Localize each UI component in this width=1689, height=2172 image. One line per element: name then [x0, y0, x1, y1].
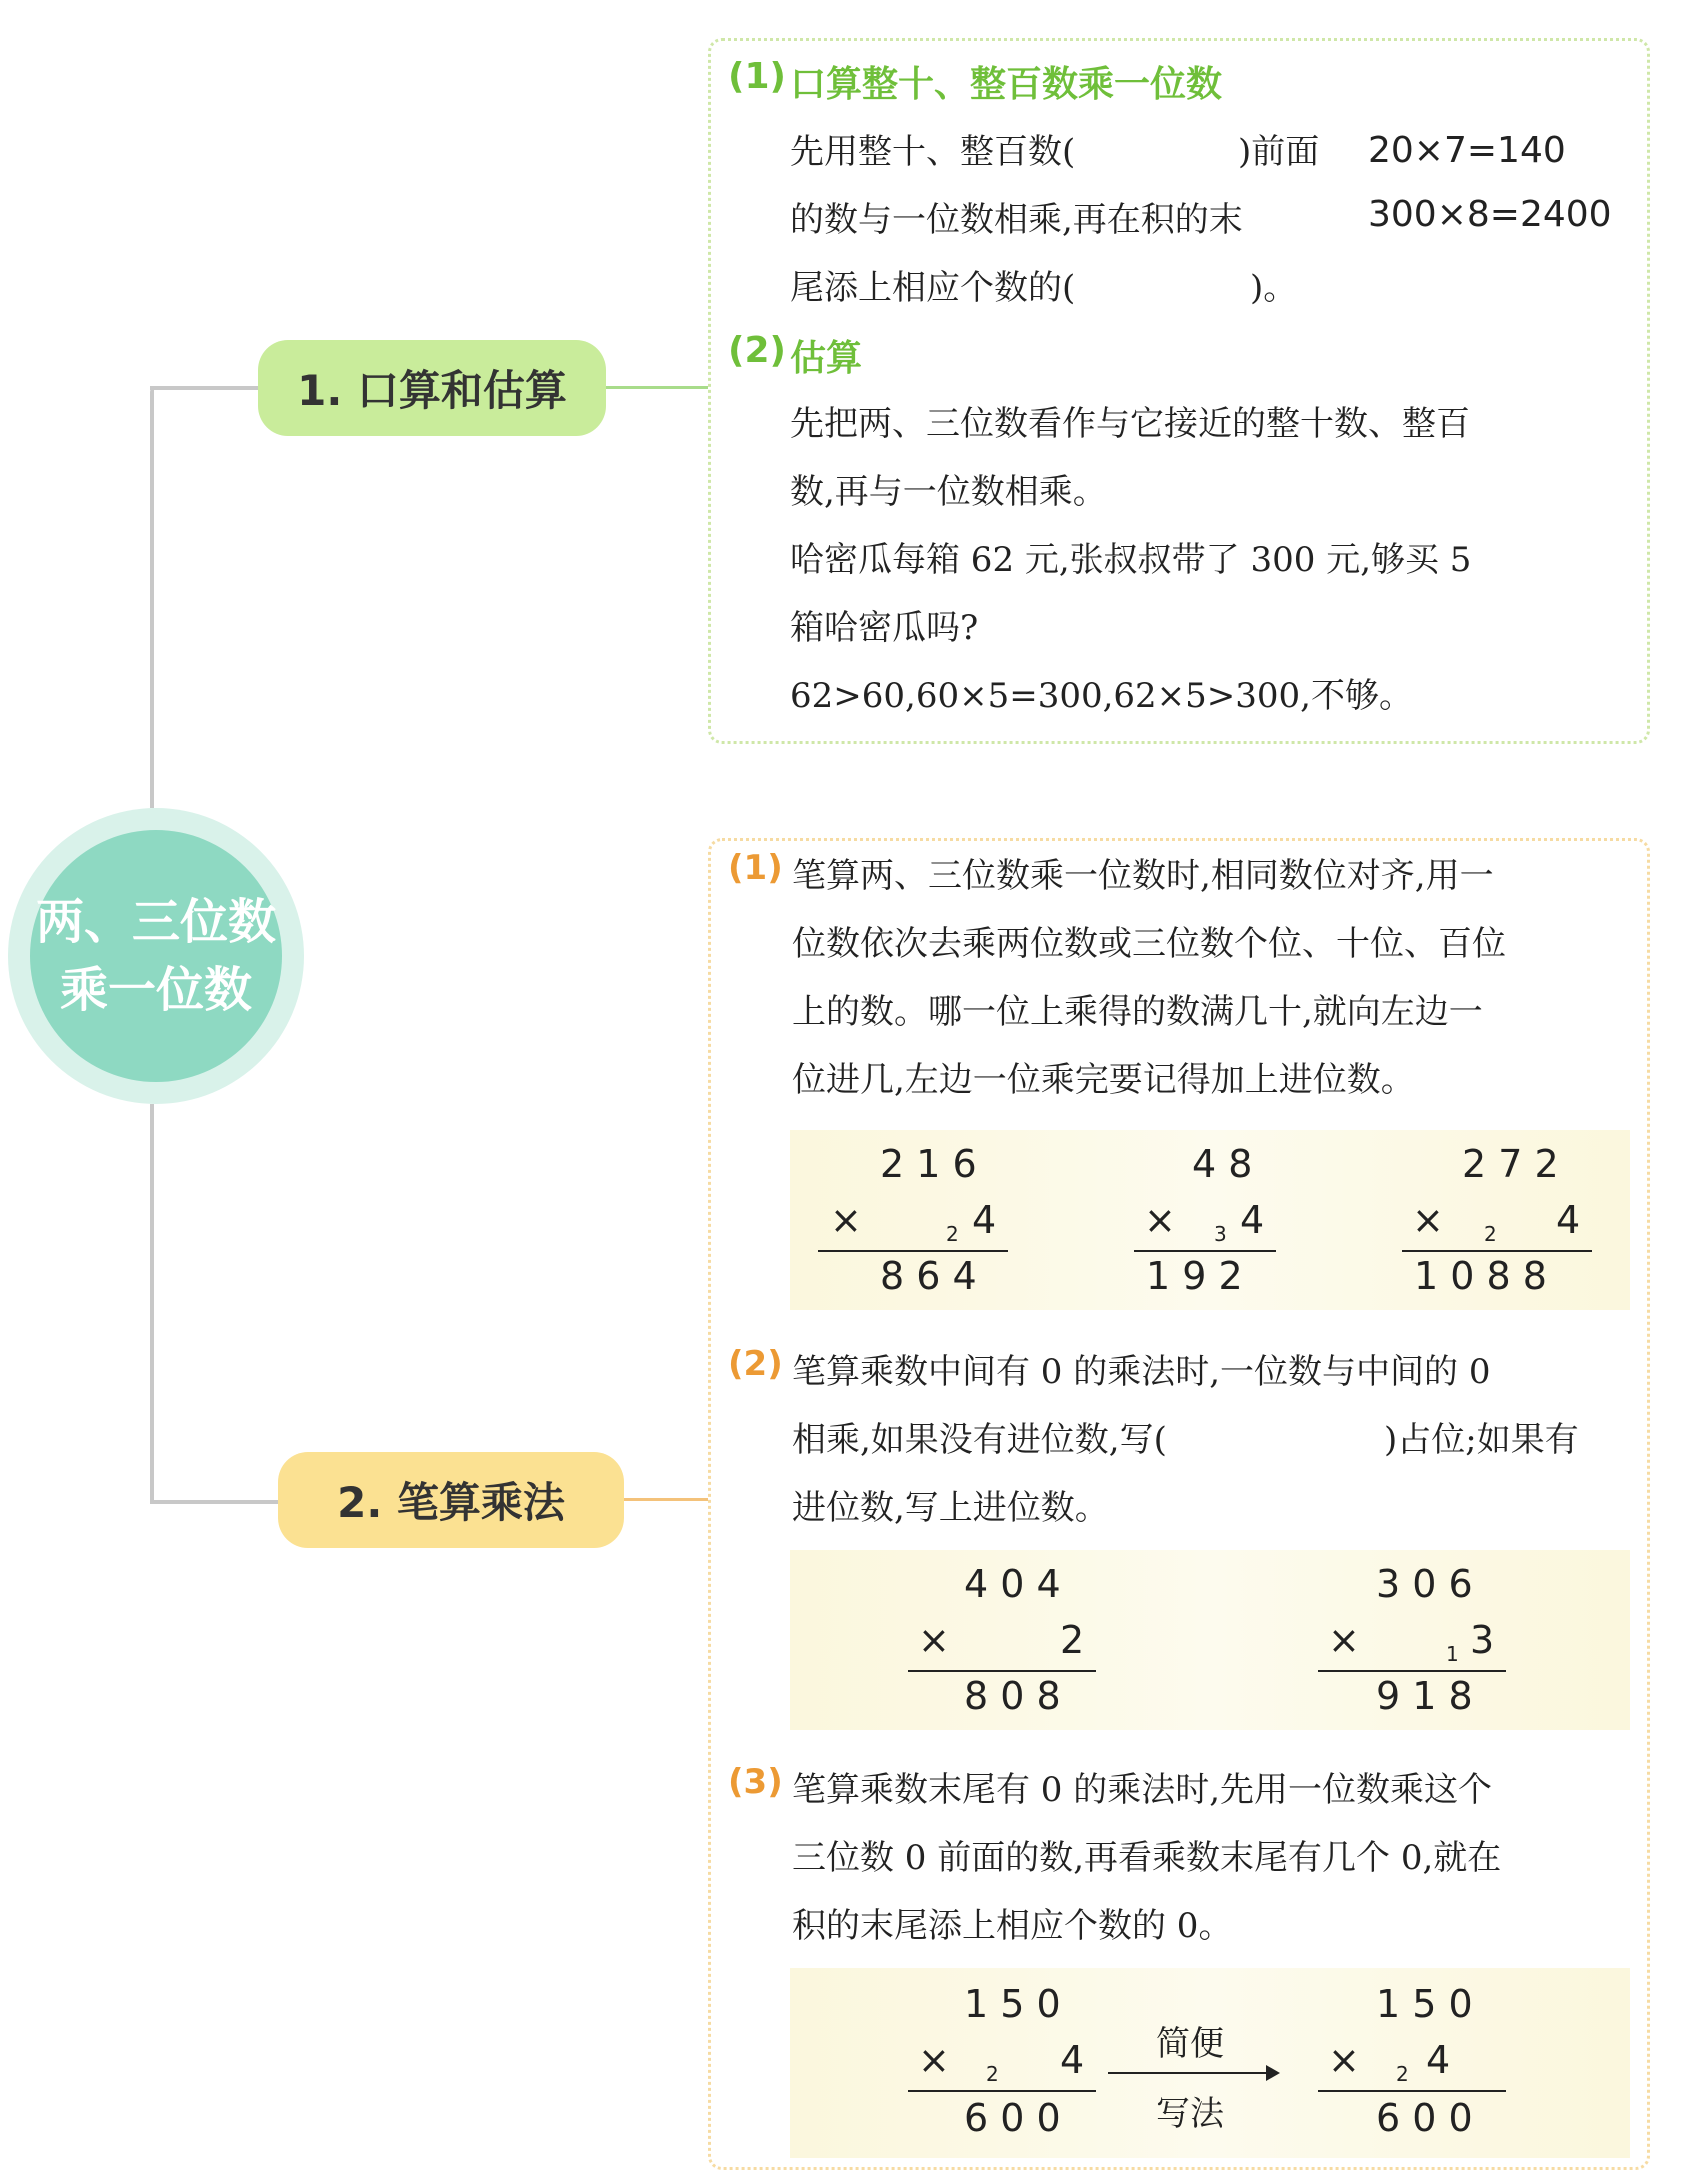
- calc1-top: 2 1 6: [880, 1142, 977, 1186]
- b2p1-line1: 笔算两、三位数乘一位数时,相同数位对齐,用一: [792, 856, 1494, 896]
- calc2-carry: 3: [1214, 1222, 1227, 1246]
- calc6-top: 1 5 0: [964, 1982, 1061, 2026]
- calc2-res: 1 9 2: [1146, 1254, 1243, 1298]
- calc5-mult: 3: [1470, 1618, 1495, 1662]
- connector-vertical-lower: [150, 1104, 154, 1502]
- calc2-mult: 4: [1240, 1198, 1265, 1242]
- root-title-line1: 两、三位数: [35, 894, 276, 950]
- calc4-top: 4 0 4: [964, 1562, 1061, 1606]
- calc3-op: ×: [1412, 1198, 1444, 1242]
- connector-branch1: [606, 386, 710, 389]
- b2p2-line2b: )占位;如果有: [1384, 1420, 1579, 1460]
- arrow-label-bottom: 写法: [1156, 2094, 1224, 2134]
- b2p1-line4: 位进几,左边一位乘完要记得加上进位数。: [792, 1060, 1415, 1100]
- b1p1-example2: 300×8=2400: [1368, 194, 1612, 235]
- arrow-label-top: 简便: [1156, 2024, 1224, 2064]
- b2p2-line3: 进位数,写上进位数。: [792, 1488, 1109, 1528]
- calc4-rule: [908, 1670, 1096, 1672]
- calc7-rule: [1318, 2090, 1506, 2092]
- b2p2-line2a: 相乘,如果没有进位数,写(: [792, 1420, 1167, 1460]
- b2p2-num: (2): [728, 1344, 783, 1384]
- calc6-res: 6 0 0: [964, 2096, 1061, 2140]
- calc7-mult: 4: [1426, 2038, 1451, 2082]
- branch2-title: 2. 笔算乘法: [337, 1478, 565, 1527]
- calc5-op: ×: [1328, 1618, 1360, 1662]
- calc3-rule: [1402, 1250, 1592, 1252]
- b1p2-line1: 先把两、三位数看作与它接近的整十数、整百: [790, 404, 1470, 444]
- b2p1-line3: 上的数。哪一位上乘得的数满几十,就向左边一: [792, 992, 1483, 1032]
- connector-top: [150, 386, 260, 390]
- b2p3-line3: 积的末尾添上相应个数的 0。: [792, 1906, 1233, 1946]
- calc2-top: 4 8: [1192, 1142, 1253, 1186]
- b1p1-line1a: 先用整十、整百数(: [790, 132, 1076, 172]
- b2p3-line1: 笔算乘数末尾有 0 的乘法时,先用一位数乘这个: [792, 1770, 1493, 1810]
- calc1-carry: 2: [946, 1222, 959, 1246]
- b2p2-line1: 笔算乘数中间有 0 的乘法时,一位数与中间的 0: [792, 1352, 1491, 1392]
- b1p1-heading: 口算整十、整百数乘一位数: [790, 64, 1223, 105]
- calc5-carry: 1: [1446, 1642, 1459, 1666]
- b1p1-line1b: )前面: [1238, 132, 1320, 172]
- calc3-top: 2 7 2: [1462, 1142, 1559, 1186]
- connector-bottom: [150, 1500, 280, 1504]
- b1p1-example1: 20×7=140: [1368, 130, 1566, 171]
- calc5-res: 9 1 8: [1376, 1674, 1473, 1718]
- b1p1-num: (1): [728, 56, 786, 97]
- calc4-mult: 2: [1060, 1618, 1085, 1662]
- calc2-op: ×: [1144, 1198, 1176, 1242]
- calc1-rule: [818, 1250, 1008, 1252]
- calc4-res: 8 0 8: [964, 1674, 1061, 1718]
- calc-box-2: [790, 1550, 1630, 1730]
- root-node: [8, 808, 304, 1104]
- arrow-right-icon: [1266, 2065, 1280, 2081]
- calc7-op: ×: [1328, 2038, 1360, 2082]
- b2p3-num: (3): [728, 1762, 783, 1802]
- calc6-rule: [908, 2090, 1096, 2092]
- b1p2-num: (2): [728, 330, 786, 371]
- calc7-top: 1 5 0: [1376, 1982, 1473, 2026]
- calc3-res: 1 0 8 8: [1414, 1254, 1547, 1298]
- b1p2-line3: 哈密瓜每箱 62 元,张叔叔带了 300 元,够买 5: [790, 540, 1472, 580]
- calc4-op: ×: [918, 1618, 950, 1662]
- calc6-mult: 4: [1060, 2038, 1085, 2082]
- b1p1-line2: 的数与一位数相乘,再在积的末: [790, 200, 1243, 240]
- b1p1-line3b: )。: [1250, 268, 1298, 308]
- calc5-top: 3 0 6: [1376, 1562, 1473, 1606]
- calc6-carry: 2: [986, 2062, 999, 2086]
- b1p1-line3a: 尾添上相应个数的(: [790, 268, 1076, 308]
- root-node-inner: [30, 830, 282, 1082]
- b1p2-line4: 箱哈密瓜吗?: [790, 608, 979, 648]
- branch-written-multiplication: [278, 1452, 624, 1548]
- calc3-carry: 2: [1484, 1222, 1497, 1246]
- b1p2-line5: 62>60,60×5=300,62×5>300,不够。: [790, 676, 1413, 716]
- connector-branch2: [624, 1498, 710, 1501]
- calc1-res: 8 6 4: [880, 1254, 977, 1298]
- calc5-rule: [1318, 1670, 1506, 1672]
- calc1-op: ×: [830, 1198, 862, 1242]
- b2p1-line2: 位数依次去乘两位数或三位数个位、十位、百位: [792, 924, 1506, 964]
- b1p2-line2: 数,再与一位数相乘。: [790, 472, 1107, 512]
- b1p2-heading: 估算: [790, 338, 863, 379]
- calc2-rule: [1134, 1250, 1276, 1252]
- calc6-op: ×: [918, 2038, 950, 2082]
- arrow-line: [1108, 2072, 1270, 2074]
- b2p1-num: (1): [728, 848, 783, 888]
- root-title-line2: 乘一位数: [59, 962, 252, 1018]
- calc3-mult: 4: [1556, 1198, 1581, 1242]
- branch1-title: 1. 口算和估算: [297, 366, 567, 415]
- calc7-res: 6 0 0: [1376, 2096, 1473, 2140]
- branch-oral-estimate: [258, 340, 606, 436]
- calc1-mult: 4: [972, 1198, 997, 1242]
- connector-vertical: [150, 388, 154, 808]
- calc7-carry: 2: [1396, 2062, 1409, 2086]
- b2p3-line2: 三位数 0 前面的数,再看乘数末尾有几个 0,就在: [792, 1838, 1502, 1878]
